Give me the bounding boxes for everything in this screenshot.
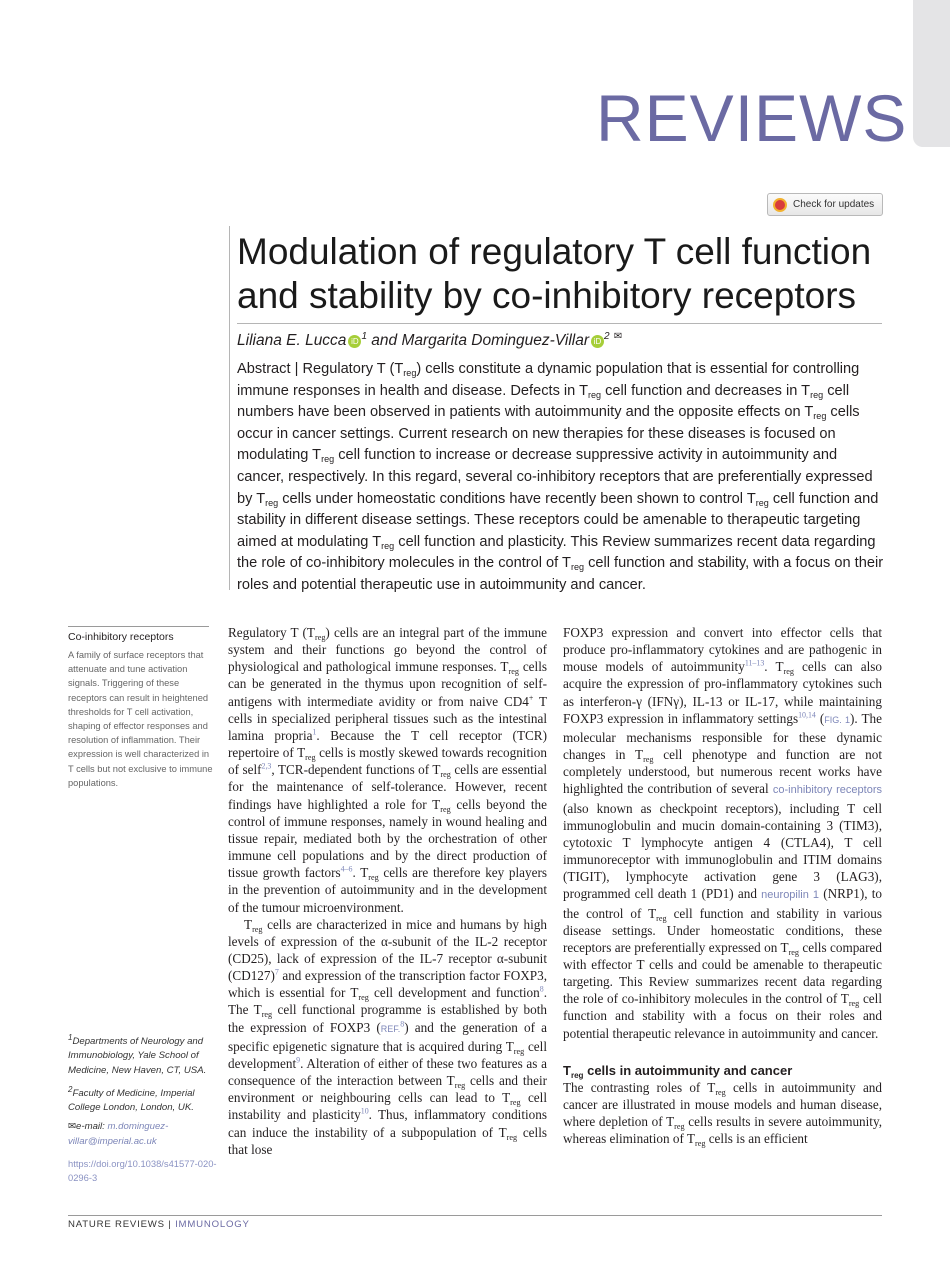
text: cell numbers have been observed in patients with autoimmunity and the opposite effects on T — [237, 382, 850, 421]
text: cells can also acquire the expression of pro-inflammatory cytokines such as interferon-γ (IFNγ), IL-13 or IL-17, while maintaining FOXP3 expression in inflammatory settings — [563, 659, 882, 726]
footer-divider — [68, 1215, 882, 1216]
text: cell instability and plasticity — [228, 1090, 547, 1123]
subscript: reg — [314, 632, 326, 642]
text: cells beyond the control of immune responses, namely in wound healing and tissue repair, mediated both by the orchestration of other immune cell populations and by the direct production of tissue growth factors — [228, 796, 547, 881]
journal-name: NATURE REVIEWS — [68, 1219, 165, 1230]
affiliation — [68, 1083, 218, 1116]
citation[interactable]: 9 — [296, 1055, 301, 1065]
subscript: reg — [643, 754, 654, 764]
sidebar-divider — [68, 626, 209, 627]
ref-link[interactable]: REF. — [380, 1023, 401, 1034]
subscript: reg — [403, 368, 417, 379]
author-name[interactable]: Liliana E. Lucca — [237, 332, 347, 350]
affiliation — [68, 1031, 218, 1078]
section-heading — [563, 1062, 882, 1079]
citation[interactable]: 1 — [312, 727, 317, 737]
text: cells can be generated in the thymus upon recognition of self-antigens with intermediate avidity or from naive CD4 — [228, 659, 547, 709]
subscript: reg — [848, 999, 860, 1009]
subscript: reg — [810, 389, 824, 400]
journal-section: IMMUNOLOGY — [175, 1219, 250, 1230]
footer-separator: | — [164, 1219, 176, 1230]
text: , TCR-dependent functions of T — [271, 762, 441, 778]
crossmark-icon — [773, 198, 787, 212]
text: cell development and function — [368, 985, 540, 1001]
text: (NRP1), to the control of T — [563, 886, 883, 921]
text: ) cells are an integral part of the immune system and their functions go beyond the control of physiological and pathological immune responses. T — [228, 625, 548, 675]
subscript: reg — [755, 497, 769, 508]
affiliations — [68, 1031, 218, 1154]
text: cell development — [228, 1038, 547, 1071]
email-link[interactable]: m.dominguez-villar@imperial.ac.uk — [68, 1121, 169, 1147]
text: cells are characterized in mice and humans by high levels of expression of the α-subunit of the IL-2 receptor (CD25), lack of expression of the IL-7 receptor α-subunit (CD127) — [228, 916, 547, 984]
subscript: reg — [508, 667, 519, 677]
text: cells in autoimmunity and cancer — [583, 1062, 793, 1078]
subscript: reg — [513, 1046, 525, 1056]
text: cell function and stability in various disease settings. Under homeostatic conditions, these receptors are preferentially expressed on T — [563, 905, 882, 955]
text: cell function and stability, with a focus on their roles and potential therapeutic use in autoimmunity and cancer. — [237, 555, 884, 593]
text: . T — [352, 865, 369, 881]
glossary-term: Co-inhibitory receptors — [68, 631, 174, 643]
subscript: reg — [788, 947, 799, 957]
subscript: reg — [305, 752, 316, 762]
text: . The T — [228, 985, 547, 1018]
check-for-updates-label: Check for updates — [793, 199, 875, 210]
subscript: reg — [694, 1139, 706, 1149]
subscript: reg — [570, 562, 585, 573]
email-label: e-mail: — [76, 1121, 108, 1133]
subscript: reg — [656, 913, 667, 923]
subscript: reg — [715, 1087, 726, 1097]
body-column-right — [563, 624, 882, 1148]
article-title: Modulation of regulatory T cell function and stability by co-inhibitory receptors — [237, 231, 872, 316]
figure-link[interactable]: FIG. 1 — [824, 714, 851, 725]
text: . Alteration of either of these two features as a consequence of the interaction between T — [228, 1055, 547, 1089]
paragraph — [563, 624, 882, 1042]
mail-icon[interactable]: ✉ — [613, 331, 623, 342]
body-column-left — [228, 624, 547, 1158]
citation[interactable]: 10 — [360, 1106, 369, 1116]
author-name[interactable]: Margarita Dominguez-Villar — [401, 332, 589, 350]
page-edge-tab — [913, 0, 950, 147]
text: and expression of the transcription factor FOXP3, which is essential for T — [228, 968, 547, 1001]
text: ( — [815, 710, 825, 726]
author-affiliation-sup: 1 — [361, 331, 367, 342]
paragraph — [228, 916, 547, 1158]
doi-link[interactable]: https://doi.org/10.1038/s41577-020-0296-3 — [68, 1158, 217, 1183]
mail-icon: ✉ — [68, 1121, 77, 1133]
text: cell function and stability with a focus on their roles and potential therapeutic relevance in autoimmunity and cancer. — [563, 991, 882, 1041]
affiliation-sup: 1 — [68, 1033, 73, 1042]
text: cell function to increase or decrease suppressive activity in autoimmunity and cancer, respectively. In this regard, several co-inhibitory receptors that are preferentially expressed by T — [237, 447, 873, 507]
text: cell phenotype and function are not completely understood, but numerous recent works have highlighted the contribution of several — [563, 747, 882, 797]
text: . Because the T cell receptor (TCR) repertoire of T — [228, 727, 547, 761]
author-line — [237, 331, 882, 350]
subscript: reg — [440, 770, 451, 780]
text: Regulatory T (T — [228, 625, 315, 640]
text: (also known as checkpoint receptors), including T cell immunoglobulin and mucin domain-containing 3 (TIM3), cytotoxic T lymphocyte antigen 4 (CTLA4), T cell immunoreceptor with immunoglobulin and ITIM domains (TIGIT), lymphocyte activation gene 3 (LAG3), programmed cell death 1 (PD1) and — [563, 800, 882, 902]
subscript: reg — [252, 924, 263, 934]
subscript: reg — [506, 1132, 518, 1142]
text: cell functional programme is established by both the expression of FOXP3 ( — [228, 1002, 547, 1035]
glossary-link[interactable]: co-inhibitory receptors — [772, 784, 882, 797]
text: ). The molecular mechanisms responsible for these dynamic changes in T — [563, 710, 882, 763]
footer — [68, 1219, 250, 1230]
subscript: reg — [510, 1098, 521, 1108]
text: cells are therefore key players in the prevention of autoimmunity and in the development of the tumour microenvironment. — [228, 865, 547, 915]
text: cells under homeostatic conditions have recently been shown to control T — [278, 490, 756, 507]
text: cells occur in cancer settings. Current research on new therapies for these diseases is focused on modulating T — [237, 404, 860, 464]
correspondence — [68, 1120, 218, 1148]
citation[interactable]: 7 — [274, 967, 279, 977]
glossary-definition: A family of surface receptors that attenuate and tune activation signals. Triggering of these receptors can result in heightened thresholds for T cell activation, shaping of effector responses and resolution of inflammation. Their expression is well characterized in T cells but not exclusive to immune populations. — [68, 650, 213, 788]
paragraph — [563, 1079, 882, 1148]
check-for-updates-button[interactable] — [767, 193, 883, 216]
text: ) cells constitute a dynamic population that is essential for controlling immune responses in health and disease. Defects in T — [237, 361, 860, 399]
subscript: reg — [570, 1070, 584, 1080]
section-label: REVIEWS — [596, 81, 908, 155]
subscript: reg — [454, 1080, 466, 1090]
text: cells and their environment or neighbouring cells can lead to T — [228, 1073, 547, 1106]
subscript: reg — [381, 540, 395, 551]
text: T — [244, 916, 253, 932]
text: T cells in specialized peripheral tissues such as the intestinal lamina propria — [228, 693, 547, 743]
text: cells results in severe autoimmunity, whereas elimination of T — [563, 1114, 882, 1147]
citation[interactable]: 8 — [400, 1019, 405, 1029]
subscript: reg — [321, 454, 335, 465]
text: cell function and plasticity. This Review summarizes recent data regarding the role of co-inhibitory molecules in the control of T — [237, 533, 876, 572]
text: cells is an efficient — [705, 1131, 808, 1147]
affiliation-text: Faculty of Medicine, Imperial College London, London, UK. — [68, 1087, 195, 1114]
citation[interactable]: 8 — [539, 984, 544, 994]
author-conjunction: and — [367, 332, 402, 350]
affiliation-text: Departments of Neurology and Immunobiology, Yale School of Medicine, New Haven, CT, USA. — [68, 1036, 207, 1076]
text: cells is mostly skewed towards recognition of self — [228, 745, 547, 778]
subscript: reg — [587, 389, 602, 400]
subscript: reg — [265, 497, 279, 508]
subscript: reg — [261, 1010, 273, 1020]
text: T — [563, 1062, 571, 1078]
citation[interactable]: 2,3 — [261, 761, 272, 771]
paragraph — [228, 624, 547, 916]
citation[interactable]: 11–13 — [744, 658, 765, 668]
text: cell function and decreases in T — [601, 382, 811, 399]
text: ) and the generation of a specific epigenetic signature that is acquired during T — [228, 1019, 547, 1054]
text: cells that lose — [228, 1124, 547, 1157]
subscript: reg — [674, 1122, 685, 1132]
subscript: reg — [358, 993, 369, 1003]
text: cells are essential for the maintenance of self-tolerance. However, recent findings have highlighted a role for T — [228, 762, 547, 812]
citation[interactable]: 10,14 — [798, 710, 816, 720]
subscript: reg — [783, 667, 794, 677]
text: cells compared with effector T cells and could be amenable to therapeutic targeting. This Review summarizes recent data regarding the role of co-inhibitory molecules in the control of T — [563, 939, 882, 1007]
abstract-label: Abstract | — [237, 361, 303, 377]
text: . T — [764, 659, 784, 675]
text: cells in autoimmunity and cancer are illustrated in mouse models and human disease, where depletion of T — [563, 1079, 882, 1130]
text: cell function and stability in different disease settings. These receptors could be amenable to therapeutic targeting aimed at modulating T — [237, 490, 879, 550]
title-divider — [229, 226, 230, 590]
glossary-link[interactable]: neuropilin 1 — [761, 889, 819, 902]
subscript: reg — [813, 411, 827, 422]
abstract — [237, 359, 887, 597]
citation[interactable]: 4–6 — [340, 864, 353, 874]
subscript: reg — [440, 804, 451, 814]
text: FOXP3 expression and convert into effector cells that produce pro-inflammatory cytokines and are pathogenic in mouse models of autoimmunity — [563, 625, 882, 675]
orcid-icon[interactable]: iD — [591, 335, 604, 348]
orcid-icon[interactable]: iD — [348, 335, 361, 348]
text: Regulatory T (T — [302, 361, 404, 377]
author-divider — [237, 323, 882, 324]
text: . Thus, inflammatory conditions can induce the instability of a subpopulation of T — [228, 1107, 547, 1140]
superscript: + — [528, 693, 534, 703]
author-affiliation-sup: 2 — [604, 331, 610, 342]
subscript: reg — [368, 873, 379, 883]
affiliation-sup: 2 — [68, 1084, 73, 1094]
text: The contrasting roles of T — [563, 1079, 716, 1095]
